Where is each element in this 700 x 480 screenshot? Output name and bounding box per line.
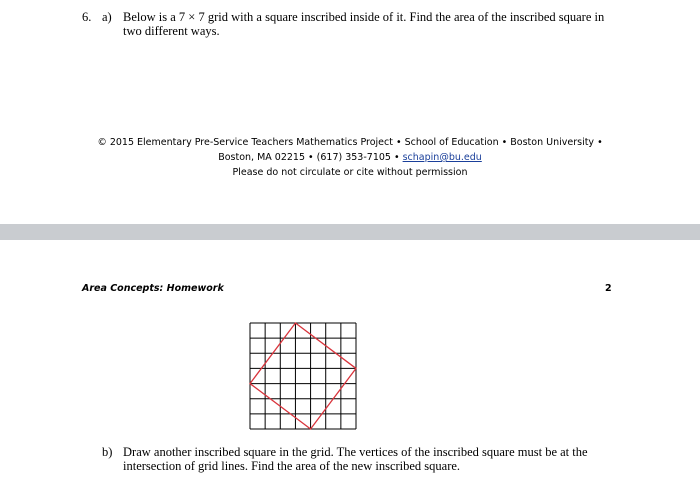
question-b-line-2: intersection of grid lines. Find the area of the new inscribed square. [123,459,461,473]
question-b-text [123,445,613,473]
question-a-text [123,10,623,38]
question-number: 6. [82,10,92,24]
question-b-line-1: Draw another inscribed square in the grid. The vertices of the inscribed square must be at the [123,445,588,459]
question-b-label: b) [102,445,113,459]
question-a-line-1: Below is a 7 × 7 grid with a square inscribed inside of it. Find the area of the inscribed square in [123,10,605,24]
page-separator [0,224,700,240]
page-number: 2 [605,283,612,294]
footer-line-3: Please do not circulate or cite without permission [232,167,468,178]
question-a-line-2: two different ways. [123,24,220,38]
page-header-title: Area Concepts: Homework [82,283,224,294]
grid-figure [249,322,357,430]
footer-line-2 [0,150,700,165]
question-a-label: a) [102,10,112,24]
footer-line-1: © 2015 Elementary Pre-Service Teachers Mathematics Project • School of Education • Boston University • [97,137,603,148]
inscribed-square [250,323,356,429]
page-1 [0,0,700,224]
copyright-footer [0,135,700,180]
footer-email-link[interactable]: schapin@bu.edu [402,152,482,163]
footer-address: Boston, MA 02215 • (617) 353-7105 • [218,152,403,163]
